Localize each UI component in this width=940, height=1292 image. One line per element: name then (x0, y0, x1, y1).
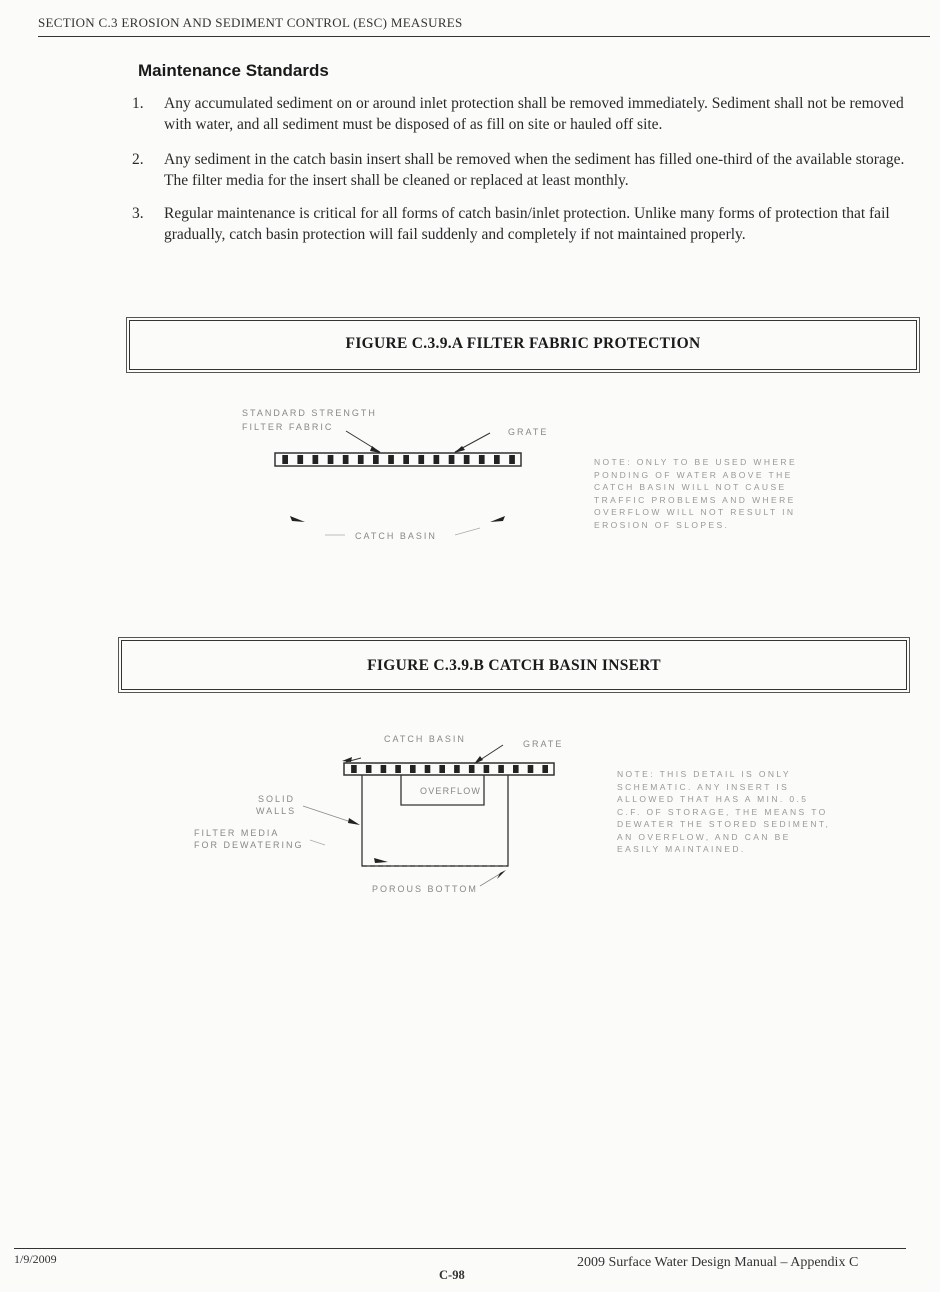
grate-outline (344, 763, 554, 775)
section-header: SECTION C.3 EROSION AND SEDIMENT CONTROL (ESC) MEASURES (38, 15, 463, 30)
footer-manual-title: 2009 Surface Water Design Manual – Appendix C (577, 1255, 859, 1270)
catch-basin-arrowhead (342, 757, 352, 762)
grate-bar (425, 765, 431, 773)
label-grate: GRATE (523, 739, 564, 749)
maintenance-standards-title: Maintenance Standards (138, 61, 329, 80)
label-filter-media: FILTER MEDIA (194, 828, 280, 838)
figure-b-note: NOTE: THIS DETAIL IS ONLY SCHEMATIC. ANY INSERT IS ALLOWED THAT HAS A MIN. 0.5 C.F. OF STORAGE, THE MEANS TO DEWATER THE STORED SEDIMENT, AN OVERFLOW, AND CAN BE EASILY MAINTAINED. (617, 769, 831, 854)
grate-bar (498, 765, 504, 773)
grate-bar (395, 765, 401, 773)
label-overflow: OVERFLOW (420, 786, 482, 796)
grate-bar (542, 765, 548, 773)
solid-walls-arrowhead (348, 818, 360, 825)
figure-a-note: NOTE: ONLY TO BE USED WHERE PONDING OF WATER ABOVE THE CATCH BASIN WILL NOT CAUSE TRAFFIC PROBLEMS AND WHERE OVERFLOW WILL NOT RESULT IN EROSION OF SLOPES. (594, 457, 798, 530)
list-item-text: Regular maintenance is critical for all forms of catch basin/inlet protection. Unlike many forms of protection that fail gradually, catch basin protection will fail suddenly and completely if not maintained properly. (164, 205, 890, 243)
label-grate: GRATE (508, 427, 549, 437)
grate-bar (439, 765, 445, 773)
figure-b-title: FIGURE C.3.9.B CATCH BASIN INSERT (367, 657, 661, 674)
footer-rule (14, 1248, 906, 1249)
grate-bar (528, 765, 534, 773)
grate-bar (469, 765, 475, 773)
footer-date: 1/9/2009 (14, 1252, 57, 1266)
grate-bar (454, 765, 460, 773)
label-walls: WALLS (256, 806, 297, 816)
grate-bar (410, 765, 416, 773)
filter-media-arrowhead (374, 858, 388, 863)
list-item-number: 1. (132, 95, 144, 112)
grate-bars (351, 765, 548, 773)
label-for-dewatering: FOR DEWATERING (194, 840, 304, 850)
grate-bar (513, 765, 519, 773)
list-item-number: 2. (132, 151, 144, 168)
figure-a-title: FIGURE C.3.9.A FILTER FABRIC PROTECTION (345, 335, 701, 352)
list-item-number: 3. (132, 205, 144, 222)
grate-bar (381, 765, 387, 773)
label-filter-fabric: FILTER FABRIC (242, 422, 334, 432)
label-catch-basin: CATCH BASIN (384, 734, 466, 744)
grate-bar (366, 765, 372, 773)
footer-page-number: C-98 (439, 1268, 465, 1282)
label-catch-basin: CATCH BASIN (355, 531, 437, 541)
label-porous-bottom: POROUS BOTTOM (372, 884, 478, 894)
grate-bar (351, 765, 357, 773)
label-standard-strength: STANDARD STRENGTH (242, 408, 377, 418)
label-solid: SOLID (258, 794, 296, 804)
list-item-text: Any sediment in the catch basin insert shall be removed when the sediment has filled one-third of the available storage. The filter media for the insert shall be cleaned or replaced at least monthly. (164, 151, 905, 189)
list-item-text: Any accumulated sediment on or around inlet protection shall be removed immediately. Sediment shall not be removed with water, and all sediment must be disposed of as fill on site or hauled off site. (164, 95, 904, 133)
grate-bar (484, 765, 490, 773)
filter-media-leader (310, 840, 325, 845)
